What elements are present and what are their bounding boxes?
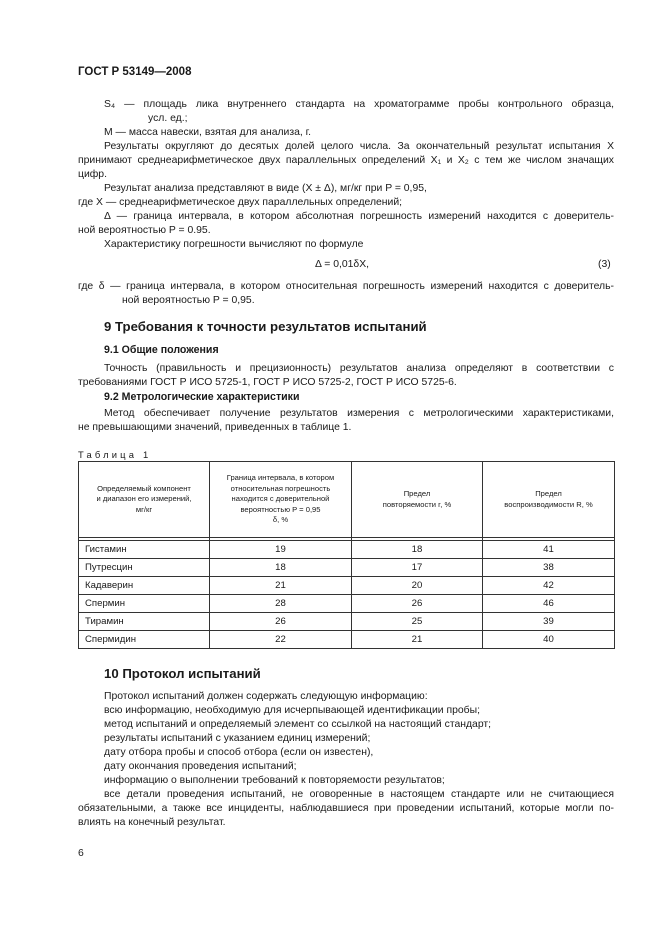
table-row: Путресцин 18 17 38 (79, 559, 615, 577)
table-header-row (79, 462, 615, 538)
section-9-1-line2: требованиями ГОСТ Р ИСО 5725-1, ГОСТ Р ИСО 5725-2, ГОСТ Р ИСО 5725-6. (78, 377, 457, 388)
section-10-title: 10 Протокол испытаний (104, 666, 261, 681)
legend-m: M — масса навески, взятая для анализа, г. (104, 127, 312, 138)
page-header: ГОСТ Р 53149—2008 (78, 66, 192, 78)
table-row: Тирамин 26 25 39 (79, 613, 615, 631)
result-form-line: Результат анализа представляют в виде (X ± Δ), мг/кг при P = 0,95, (104, 183, 427, 194)
table-caption: Таблица 1 (78, 449, 152, 460)
legend-delta: Δ — граница интервала, в котором абсолютная погрешность измерений находится с доверитель- (104, 211, 614, 222)
protocol-line: влиять на конечный результат. (78, 817, 226, 828)
header-component: Определяемый компонент и диапазон его измерений, мг/кг (79, 462, 210, 538)
protocol-line: Протокол испытаний должен содержать следующую информацию: (104, 691, 428, 702)
protocol-line: результаты испытаний с указанием единиц измерений; (104, 733, 371, 744)
section-9-2-line2: не превышающими значений, приведенных в таблице 1. (78, 422, 352, 433)
legend-small-delta-cont: ной вероятностью P = 0,95. (122, 295, 255, 306)
protocol-line: обязательными, а также все инциденты, наблюдавшиеся при проведении испытаний, которые могли по- (78, 803, 614, 814)
section-9-1-title: 9.1 Общие положения (104, 344, 219, 356)
legend-small-delta: где δ — граница интервала, в котором относительная погрешность измерений находится с доверитель- (78, 281, 614, 292)
section-9-2-title: 9.2 Метрологические характеристики (104, 391, 300, 403)
legend-s4-cont: усл. ед.; (148, 113, 188, 124)
formula-number: (3) (598, 259, 611, 270)
header-interval: Граница интервала, в котором относительная погрешность находится с доверительной вероятностью P = 0,95 δ, % (210, 462, 352, 538)
section-9-2-line1: Метод обеспечивает получение результатов измерения с метрологическими характеристиками, (104, 408, 614, 419)
formula-3: Δ = 0,01δX, (315, 259, 370, 270)
results-para-line3: цифр. (78, 169, 107, 180)
protocol-line: все детали проведения испытаний, не оговоренные в настоящем стандарте или не считающиеся (104, 789, 614, 800)
precision-table (78, 461, 615, 649)
protocol-line: информацию о выполнении требований к повторяемости результатов; (104, 775, 445, 786)
section-9-title: 9 Требования к точности результатов испытаний (104, 319, 427, 334)
table-row: Спермидин 22 21 40 (79, 631, 615, 649)
legend-x: где X — среднеарифметическое двух параллельных определений; (78, 197, 403, 208)
protocol-line: метод испытаний и определяемый элемент со ссылкой на настоящий стандарт; (104, 719, 492, 730)
table-row: Кадаверин 21 20 42 (79, 577, 615, 595)
legend-delta-cont: ной вероятностью P = 0.95. (78, 225, 211, 236)
header-repeatability: Предел повторяемости r, % (352, 462, 483, 538)
protocol-line: дату отбора пробы и способ отбора (если он известен), (104, 747, 374, 758)
header-reproducibility: Предел воспроизводимости R, % (483, 462, 615, 538)
results-para-line1: Результаты округляют до десятых долей целого числа. За окончательный результат испытания X (104, 141, 614, 152)
table-row: Спермин 28 26 46 (79, 595, 615, 613)
formula-intro: Характеристику погрешности вычисляют по формуле (104, 239, 364, 250)
page-number: 6 (78, 848, 84, 859)
legend-s4: S₄ — площадь лика внутреннего стандарта на хроматограмме пробы контрольного образца, (104, 99, 614, 110)
table-row: Гистамин 19 18 41 (79, 541, 615, 559)
section-9-1-line1: Точность (правильность и прецизионность) результатов анализа определяют в соответствии с (104, 363, 614, 374)
results-para-line2: принимают среднеарифметическое двух параллельных определений X₁ и X₂ с тем же числом значащих (78, 155, 614, 166)
protocol-line: всю информацию, необходимую для исчерпывающей идентификации пробы; (104, 705, 480, 716)
protocol-line: дату окончания проведения испытаний; (104, 761, 297, 772)
